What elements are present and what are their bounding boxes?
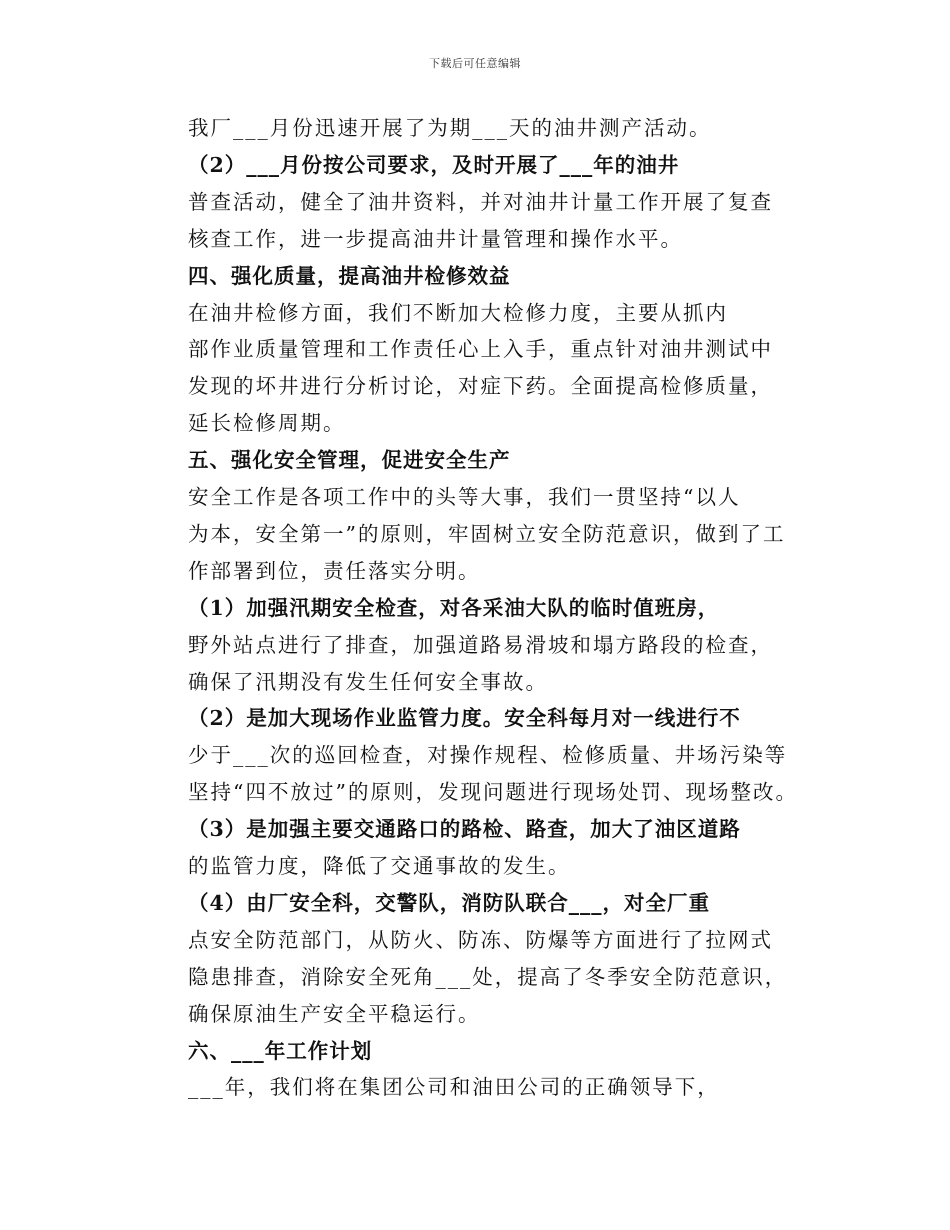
text-line: （2）是加大现场作业监管力度。安全科每月对一线进行不	[188, 706, 741, 730]
text-line: （3）是加强主要交通路口的路检、路查，加大了油区道路	[188, 817, 741, 841]
text-line: 少于___次的巡回检查，对操作规程、检修质量、井场污染等	[188, 743, 788, 767]
text-line: 普查活动，健全了油井资料，并对油井计量工作开展了复查	[188, 190, 773, 214]
text-line: 坚持“四不放过”的原则，发现问题进行现场处罚、现场整改。	[188, 780, 798, 804]
text-line: 延长检修周期。	[188, 411, 346, 435]
text-line: （2）___月份按公司要求，及时开展了___年的油井	[188, 153, 680, 177]
text-line: （4）由厂安全科，交警队，消防队联合___，对全厂重	[188, 891, 711, 915]
text-line: （1）加强汛期安全检查，对各采油大队的临时值班房，	[188, 596, 720, 620]
text-line: 部作业质量管理和工作责任心上入手，重点针对油井测试中	[188, 337, 773, 361]
text-line: 我厂___月份迅速开展了为期___天的油井测产活动。	[188, 116, 712, 140]
text-line: 在油井检修方面，我们不断加大检修力度，主要从抓内	[188, 301, 728, 325]
page-header: 下载后可任意编辑	[429, 57, 521, 70]
text-line: 确保了汛期没有发生任何安全事故。	[188, 670, 548, 694]
section-heading: 五、强化安全管理，促进安全生产	[188, 448, 511, 472]
text-line: 作部署到位，责任落实分明。	[188, 559, 481, 583]
text-line: ___年，我们将在集团公司和油田公司的正确领导下，	[188, 1075, 720, 1099]
text-line: 隐患排查，消除安全死角___处，提高了冬季安全防范意识，	[188, 965, 788, 989]
text-line: 确保原油生产安全平稳运行。	[188, 1002, 481, 1026]
section-heading: 六、___年工作计划	[188, 1039, 373, 1063]
text-line: 为本，安全第一”的原则，牢固树立安全防范意识，做到了工	[188, 522, 786, 546]
text-line: 核查工作，进一步提高油井计量管理和操作水平。	[188, 227, 683, 251]
text-line: 野外站点进行了排查，加强道路易滑坡和塌方路段的检查，	[188, 633, 773, 657]
text-line: 安全工作是各项工作中的头等大事，我们一贯坚持“以人	[188, 485, 741, 509]
section-heading: 四、强化质量，提高油井检修效益	[188, 264, 511, 288]
text-line: 的监管力度，降低了交通事故的发生。	[188, 854, 571, 878]
text-line: 点安全防范部门，从防火、防冻、防爆等方面进行了拉网式	[188, 928, 773, 952]
text-line: 发现的坏井进行分析讨论，对症下药。全面提高检修质量，	[188, 374, 773, 398]
